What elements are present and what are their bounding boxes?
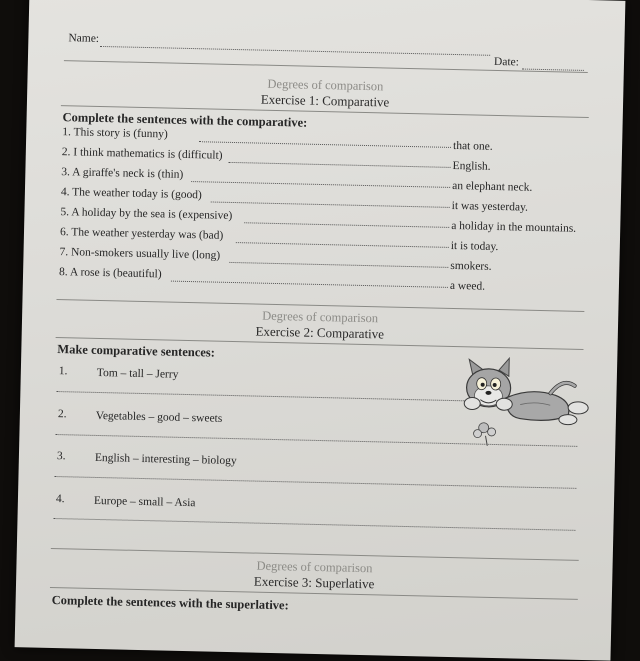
ex3-caption: Degrees of comparison [256, 558, 373, 576]
name-line [100, 46, 490, 56]
ex1-answer-line[interactable] [191, 181, 450, 188]
ex1-answer-line[interactable] [229, 162, 451, 168]
date-label: Date: [493, 55, 520, 69]
ex1-item-prompt: 6. The weather yesterday was (bad) [59, 226, 224, 242]
ex2-item-number: 4. [55, 493, 65, 506]
ex1-item-prompt: 2. I think mathematics is (difficult) [61, 146, 223, 162]
ex2-item-number: 2. [57, 408, 67, 421]
ex1-item-ending: it is today. [450, 239, 499, 254]
ex2-answer-line[interactable] [54, 476, 576, 489]
ex1-item-prompt: 5. A holiday by the sea is (expensive) [60, 206, 233, 222]
ex2-item-words: Vegetables – good – sweets [95, 409, 223, 425]
ex1-answer-line[interactable] [199, 141, 451, 148]
ex1-title: Exercise 1: Comparative [260, 91, 390, 110]
ex1-item-ending: a holiday in the mountains. [451, 219, 577, 235]
ex2-item-words: Tom – tall – Jerry [96, 366, 179, 381]
ex3-title: Exercise 3: Superlative [253, 573, 375, 592]
ex1-item-ending: a weed. [449, 279, 486, 293]
ex2-instruction: Make comparative sentences: [57, 342, 216, 360]
ex1-answer-line[interactable] [229, 262, 448, 268]
ex2-item-number: 3. [56, 450, 66, 463]
ex1-answer-line[interactable] [171, 281, 448, 288]
ex1-answer-line[interactable] [211, 201, 450, 207]
cartoon-cat-lying-icon [449, 355, 591, 450]
ex3-instruction: Complete the sentences with the superlative: [51, 592, 289, 613]
ex1-answer-line[interactable] [236, 242, 449, 248]
ex2-title: Exercise 2: Comparative [255, 323, 385, 342]
ex1-item-prompt: 4. The weather today is (good) [60, 186, 202, 202]
ex2-caption: Degrees of comparison [262, 308, 379, 326]
ex1-item-ending: smokers. [450, 259, 492, 273]
ex2-answer-line[interactable] [56, 391, 466, 401]
ex1-item-prompt: 3. A giraffe's neck is (thin) [61, 166, 184, 181]
ex1-item-ending: it was yesterday. [451, 199, 529, 214]
ex2-item-number: 1. [58, 365, 68, 378]
ex1-instruction: Complete the sentences with the comparative: [62, 110, 308, 130]
ex2-answer-line[interactable] [54, 518, 576, 531]
ex1-caption: Degrees of comparison [267, 76, 384, 94]
worksheet-page [15, 0, 626, 661]
name-label: Name: [68, 32, 100, 45]
ex2-item-words: English – interesting – biology [94, 451, 237, 468]
ex1-item-prompt: 1. This story is (funny) [62, 126, 168, 141]
ex2-item-words: Europe – small – Asia [93, 494, 196, 510]
ex1-item-prompt: 8. A rose is (beautiful) [58, 266, 162, 281]
ex1-item-prompt: 7. Non-smokers usually live (long) [59, 246, 221, 262]
ex1-answer-line[interactable] [244, 222, 449, 228]
ex1-item-ending: that one. [452, 139, 493, 153]
ex1-item-ending: an elephant neck. [452, 179, 533, 194]
ex1-item-ending: English. [452, 159, 491, 173]
